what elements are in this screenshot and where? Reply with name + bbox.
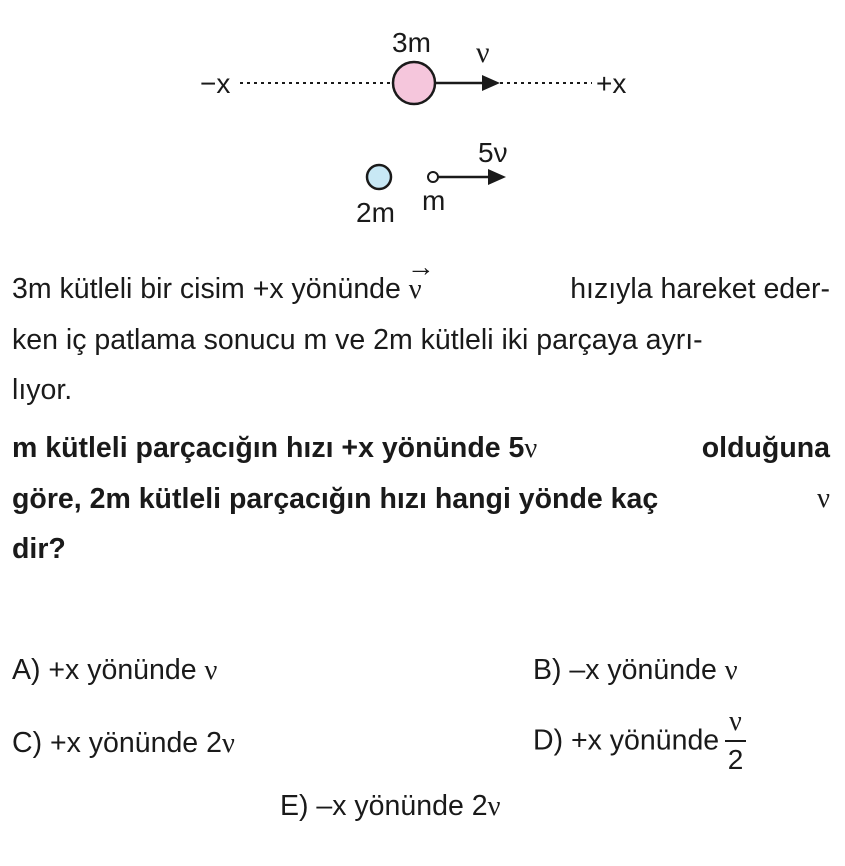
question-line-1 (12, 264, 830, 315)
option-d[interactable] (533, 708, 746, 774)
option-d-fraction (725, 708, 746, 774)
big-velocity-arrowhead (482, 75, 500, 91)
option-d-label: D) +x yönünde (533, 724, 720, 757)
question-prompt (12, 423, 830, 574)
axis-pos-label: +x (596, 68, 627, 99)
option-e-v-symbol: ν (487, 791, 501, 822)
prompt-line-2-start: göre, 2m kütleli parçacığın hızı hangi yönde kaç (12, 483, 659, 515)
axis-neg-label: −x (200, 68, 231, 99)
prompt-line-2 (12, 474, 830, 524)
mass-m-ball (428, 172, 438, 182)
question-text (12, 264, 830, 574)
option-d-numerator: ν (725, 708, 746, 742)
option-e[interactable] (280, 790, 500, 823)
big-velocity-label: ν (476, 36, 490, 69)
velocity-vector-symbol: → ν (409, 265, 422, 315)
big-mass-ball (393, 62, 435, 104)
option-a-v-symbol: ν (204, 655, 218, 686)
option-a-label: A) +x yönünde (12, 654, 205, 686)
mass-m-label: m (422, 185, 446, 216)
mass-2m-ball (367, 165, 391, 189)
prompt-line-1-start: m kütleli parçacığın hızı +x yönünde 5 (12, 432, 525, 464)
option-a[interactable] (12, 654, 217, 687)
question-line-1-end: hızıyla hareket eder- (570, 273, 830, 305)
question-line-2: ken iç patlama sonucu m ve 2m kütleli iki parçaya ayrı- (12, 324, 703, 356)
option-e-label: E) –x yönünde 2 (280, 790, 488, 822)
prompt-v-symbol-2: ν (817, 483, 830, 514)
prompt-line-3: dir? (12, 533, 66, 565)
question-line-1-start: 3m kütleli bir cisim +x yönünde (12, 273, 409, 305)
option-b-v-symbol: ν (724, 655, 738, 686)
prompt-v-symbol-1: ν (524, 433, 538, 464)
option-c[interactable] (12, 727, 235, 760)
question-line-3: lıyor. (12, 374, 73, 406)
option-c-v-symbol: ν (221, 728, 235, 759)
momentum-diagram (0, 0, 845, 250)
small-velocity-arrowhead (488, 169, 506, 185)
option-b[interactable] (533, 654, 738, 687)
option-d-denominator: 2 (727, 744, 744, 775)
option-b-label: B) –x yönünde (533, 654, 725, 686)
prompt-line-1 (12, 423, 830, 474)
prompt-line-1-end: olduğuna (701, 432, 830, 464)
big-mass-label: 3m (392, 27, 431, 58)
option-c-label: C) +x yönünde 2 (12, 727, 222, 759)
mass-2m-label: 2m (356, 197, 395, 228)
small-velocity-label: 5ν (478, 137, 508, 168)
